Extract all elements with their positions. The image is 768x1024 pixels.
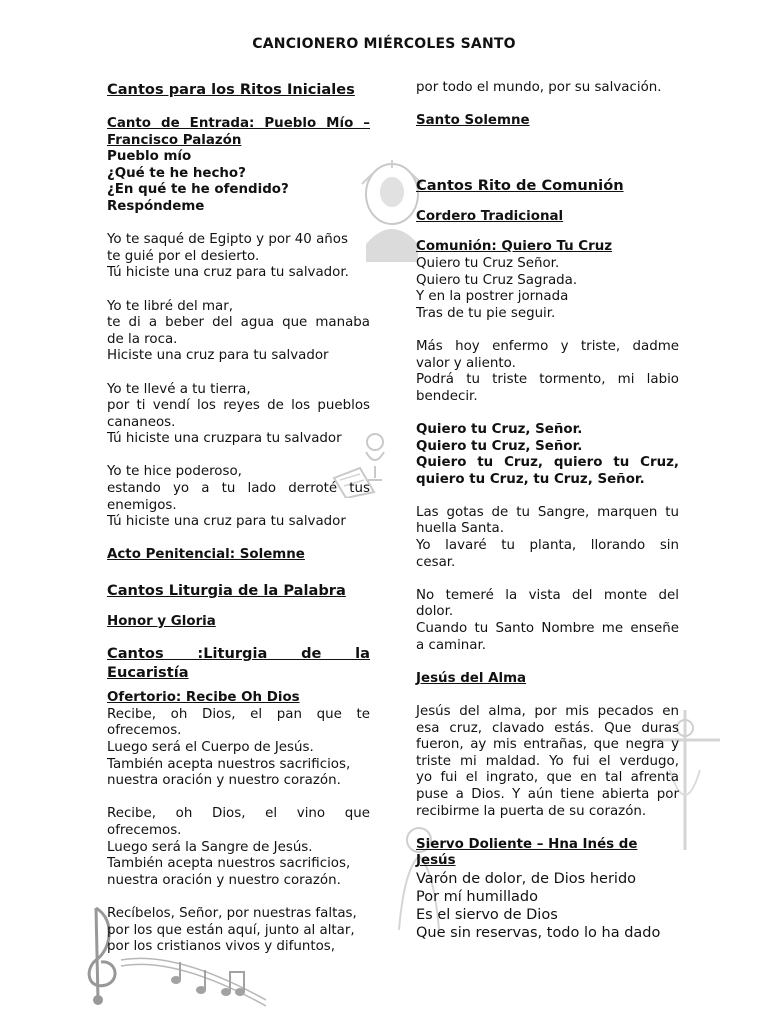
siervo-doliente-text: Varón de dolor, de Dios herido Por mí humillado Es el siervo de Dios Que sin reservas, todo lo ha dado (416, 870, 661, 941)
jesus-del-alma-title: Jesús del Alma (416, 670, 527, 686)
comunion-title: Comunión: Quiero Tu Cruz (416, 239, 613, 255)
entrada-title: Canto de Entrada: Pueblo Mío – Francisco Palazón (107, 116, 370, 148)
stanza-3: Yo te llevé a tu tierra, por ti vendí los reyes de los pueblos cananeos. Tú hiciste una cruzpara tu salvador (107, 381, 370, 447)
siervo-doliente-title: Siervo Doliente – Hna Inés de Jesús (416, 836, 638, 869)
jesus-del-alma-text: Jesús del alma, por mis pecados en esa cruz, clavado estás. Que duras fueron, ay mis entrañas, que negra y triste mi maldad. Yo fui el verdugo, yo fui el ingrato, que en tal afrenta puse a Dios. Y aún tiene abierta por recibirme la puerta de su corazón. (416, 704, 679, 819)
qc-stanza-1: Quiero tu Cruz Señor. Quiero tu Cruz Sagrada. Y en la postrer jornada Tras de tu pie seguir. (416, 255, 578, 321)
stanza-4: Yo te hice poderoso, estando yo a tu lado derroté tus enemigos. Tú hiciste una cruz para tu salvador (107, 464, 370, 530)
left-column (107, 80, 370, 956)
cordero-tradicional: Cordero Tradicional (416, 208, 564, 224)
qc-stanza-3: Las gotas de tu Sangre, marquen tu huella Santa. Yo lavaré tu planta, llorando sin cesar. (416, 504, 679, 570)
heading-rito-comunion: Cantos Rito de Comunión (416, 176, 624, 194)
qc-stanza-2: Más hoy enfermo y triste, dadme valor y aliento. Podrá tu triste tormento, mi labio bendecir. (416, 338, 679, 404)
ofertorio-stanza-3-end: por todo el mundo, por su salvación. (416, 80, 662, 95)
acto-penitencial: Acto Penitencial: Solemne (107, 547, 305, 563)
ofertorio-title: Ofertorio: Recibe Oh Dios (107, 690, 300, 706)
ofertorio-stanza-1: Recibe, oh Dios, el pan que te ofrecemos. Luego será el Cuerpo de Jesús. También acepta nuestros sacrificios, nuestra oración y nuestro corazón. (107, 706, 370, 789)
santo-solemne: Santo Solemne (416, 113, 530, 129)
qc-refrain: Quiero tu Cruz, Señor. Quiero tu Cruz, Señor. Quiero tu Cruz, quiero tu Cruz, quiero tu Cruz, tu Cruz, Señor. (416, 421, 679, 487)
qc-stanza-4: No temeré la vista del monte del dolor. Cuando tu Santo Nombre me enseñe a caminar. (416, 587, 679, 653)
honor-gloria: Honor y Gloria (107, 613, 216, 629)
heading-liturgia-palabra: Cantos Liturgia de la Palabra (107, 581, 346, 599)
heading-ritos-iniciales: Cantos para los Ritos Iniciales (107, 81, 355, 98)
stanza-2: Yo te libré del mar, te di a beber del agua que manaba de la roca. Hiciste una cruz para tu salvador (107, 298, 370, 364)
stanza-1: Yo te saqué de Egipto y por 40 años te guié por el desierto. Tú hiciste una cruz para tu salvador. (107, 232, 349, 281)
right-column (416, 80, 679, 942)
ofertorio-stanza-3: Recíbelos, Señor, por nuestras faltas, por los que están aquí, junto al altar, por los cristianos vivos y difuntos, (107, 905, 357, 955)
ofertorio-stanza-2: Recibe, oh Dios, el vino que ofrecemos. Luego será la Sangre de Jesús. También acepta nuestros sacrificios, nuestra oración y nuestro corazón. (107, 806, 370, 888)
page-title: CANCIONERO MIÉRCOLES SANTO (252, 36, 516, 52)
entrada-refrain: Pueblo mío ¿Qué te he hecho? ¿En qué te he ofendido? Respóndeme (107, 149, 289, 214)
heading-liturgia-eucaristia: Cantos :Liturgia de la Eucaristía (107, 645, 370, 682)
